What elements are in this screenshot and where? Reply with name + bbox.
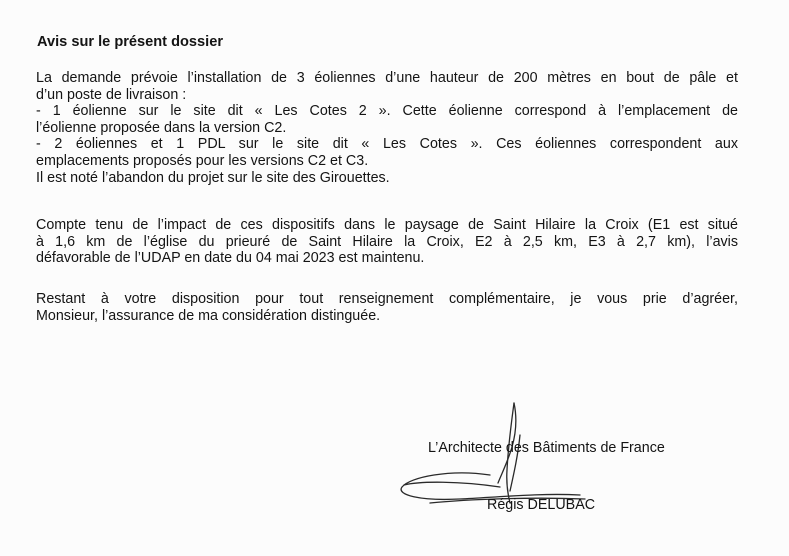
text-line: Il est noté l’abandon du projet sur le site des Girouettes. (36, 169, 390, 186)
signatory-role: L’Architecte des Bâtiments de France (428, 440, 665, 456)
text-line: défavorable de l’UDAP en date du 04 mai 2023 est maintenu. (36, 250, 425, 267)
text-line: La demande prévoie l’installation de 3 éoliennes d’une hauteur de 200 mètres en bout de pâle et (36, 70, 738, 86)
text-line: d’un poste de livraison : (36, 86, 187, 103)
text-line: l’éolienne proposée dans la version C2. (36, 119, 287, 136)
text-line: - 1 éolienne sur le site dit « Les Cotes 2 ». Cette éolienne correspond à l’emplacement de (36, 103, 738, 120)
paragraph-request (36, 70, 738, 186)
paragraph-impact (36, 217, 738, 267)
text-line: - 2 éoliennes et 1 PDL sur le site dit « Les Cotes ». Ces éoliennes correspondent aux (36, 136, 738, 153)
paragraph-closing (36, 291, 738, 324)
text-line: emplacements proposés pour les versions C2 et C3. (36, 152, 369, 169)
text-line: à 1,6 km de l’église du prieuré de Saint Hilaire la Croix, E2 à 2,5 km, E3 à 2,7 km), l’avis (36, 233, 738, 250)
section-title: Avis sur le présent dossier (37, 34, 224, 50)
text-line: Compte tenu de l’impact de ces dispositifs dans le paysage de Saint Hilaire la Croix (E1 est situé (36, 217, 738, 233)
text-line: Restant à votre disposition pour tout renseignement complémentaire, je vous prie d’agréer, (36, 291, 738, 307)
text-line: Monsieur, l’assurance de ma considération distinguée. (36, 307, 381, 324)
signatory-name: Régis DELUBAC (487, 497, 596, 513)
